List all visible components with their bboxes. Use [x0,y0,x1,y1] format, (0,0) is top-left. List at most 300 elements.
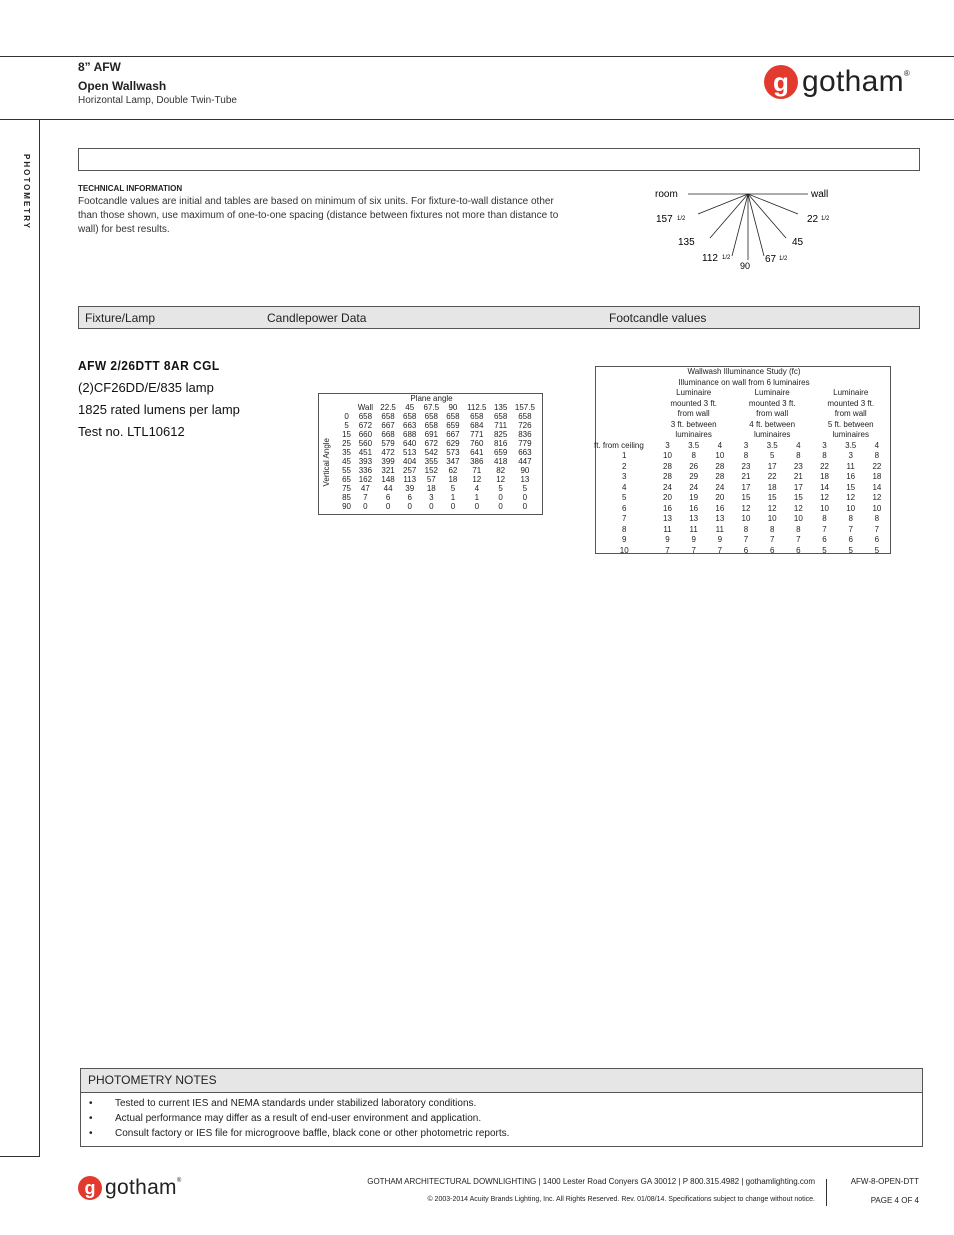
candela-cell: 5 [498,484,503,493]
footcandle-cell: 23 [793,461,803,471]
footcandle-cell: 10 [767,514,777,523]
footcandle-cell: 11 [715,524,724,534]
candela-cell: 47 [360,484,370,493]
group-header-line: mounted 3 ft. [827,398,875,408]
spacing-header: 3.5 [688,440,700,450]
candela-cell: 386 [470,457,484,466]
candela-cell: 148 [381,475,395,484]
candela-cell: 57 [426,475,436,484]
candlepower-header: Candlepower Data [267,311,367,325]
notes-title-bar [81,1069,922,1093]
table-row [594,493,890,504]
candela-cell: 659 [446,421,460,430]
list-item: • Actual performance may differ as a result of end-user environment and application. [81,1111,922,1126]
vertical-angle-cell: 75 [342,484,351,493]
group-header-line: luminaires [832,430,869,439]
candela-cell: 684 [470,421,484,430]
table-row [594,483,890,494]
angle-fan [698,194,798,260]
blank-header-box [78,148,920,171]
footcandle-cell: 28 [715,472,725,481]
side-column-rule [39,120,40,1157]
footcandle-cell: 5 [769,451,775,460]
candela-cell: 688 [403,430,417,439]
candela-cell: 0 [363,502,368,511]
candela-cell: 71 [472,466,482,475]
candela-cell: 82 [496,466,506,475]
footcandle-cell: 14 [872,482,882,492]
candela-cell: 404 [403,457,417,466]
table-row [594,546,890,557]
candela-cell: 0 [429,502,434,511]
candela-cell: 660 [358,430,373,439]
group-header-line: luminaires [675,430,712,439]
footcandle-cell: 22 [872,461,882,471]
candela-cell: 18 [426,484,436,493]
footcandle-cell: 8 [796,524,801,534]
candela-cell: 771 [470,430,484,439]
candela-cell: 658 [358,412,373,421]
candela-cell: 663 [518,448,532,457]
angle-45-label: 45 [792,237,804,248]
side-column-bottom [0,1156,40,1157]
ceiling-distance-cell: 10 [619,545,629,555]
candela-cell: 12 [472,475,482,484]
ceiling-distance-cell: 6 [621,503,627,513]
footcandle-cell: 17 [793,482,803,492]
plane-angle-header: 135 [493,403,508,412]
candela-cell: 667 [446,430,460,439]
header-logo [764,65,910,99]
notes-list [81,1096,922,1141]
vertical-angle-cell: 0 [344,412,349,421]
angle-22-half: 1/2 [821,216,830,222]
list-item: • Tested to current IES and NEMA standards under stabilized laboratory conditions. [81,1096,922,1111]
candela-cell: 257 [403,466,417,475]
candela-cell: 658 [424,412,438,421]
footcandle-cell: 22 [820,461,829,471]
candela-cell: 113 [403,475,417,484]
top-rule [0,56,954,57]
candela-cell: 659 [493,448,508,457]
group-header-line: mounted 3 ft. [670,398,718,408]
footcandle-cell: 7 [665,545,670,555]
footcandle-cell: 8 [848,514,853,523]
ceiling-distance-cell: 3 [621,472,627,481]
footer-copyright: © 2003-2014 Acuity Brands Lighting, Inc. All Rights Reserved. Rev. 01/08/14. Specifications subject to change without notice. [427,1196,815,1203]
candela-cell: 711 [494,421,508,430]
footcandle-cell: 3 [848,451,853,460]
candela-cell: 39 [405,484,415,493]
candela-cell: 336 [358,466,373,475]
candela-cell: 6 [407,493,412,502]
table-row [339,430,539,439]
candela-cell: 3 [429,493,434,502]
footcandle-cell: 7 [769,535,775,544]
candela-cell: 1 [474,493,480,502]
footcandle-cell: 16 [663,503,672,513]
footcandle-cell: 6 [848,535,853,544]
footcandle-cell: 26 [689,461,699,471]
footcandle-cell: 10 [663,451,672,460]
candela-cell: 418 [493,457,508,466]
footcandle-cell: 8 [822,451,827,460]
angle-22-label: 22 [807,214,819,225]
candela-cell: 0 [407,502,412,511]
candela-cell: 355 [424,457,438,466]
vertical-angle-cell: 15 [342,430,351,439]
footcandle-cell: 28 [715,461,725,471]
candela-cell: 836 [518,430,532,439]
angle-157-half: 1/2 [677,216,686,222]
spacing-header: 3 [743,440,749,450]
candela-cell: 641 [470,448,484,457]
spacing-header: 4 [874,440,880,450]
footcandle-cell: 12 [767,503,777,513]
candela-cell: 667 [381,421,395,430]
footcandle-cell: 8 [743,524,749,534]
footcandle-cell: 10 [872,503,882,513]
wallwash-table [594,388,890,556]
footcandle-cell: 24 [663,482,672,492]
candela-cell: 5 [450,484,456,493]
footer-page: PAGE 4 OF 4 [870,1196,919,1205]
angle-157-label: 157 [656,214,673,225]
wallwash-table-box [595,366,891,554]
footcandle-cell: 7 [743,535,749,544]
candela-cell: 447 [518,457,532,466]
candela-cell: 0 [522,493,528,502]
table-row [339,412,539,421]
table-row [594,504,890,515]
angle-90-label: 90 [740,261,751,271]
product-title: Open Wallwash [78,79,167,93]
footcandle-cell: 12 [820,493,829,502]
footcandle-cell: 6 [796,545,801,555]
candlepower-table [339,403,539,511]
footcandle-cell: 21 [741,472,751,481]
footcandle-cell: 11 [663,524,672,534]
side-label: PHOTOMETRY [22,154,31,231]
ceiling-distance-cell: 7 [621,514,627,523]
table-row [339,439,539,448]
footcandle-cell: 15 [767,493,777,502]
angle-67-half: 1/2 [779,256,788,262]
footcandle-cell: 6 [874,535,880,544]
footcandle-cell: 8 [874,451,880,460]
candela-cell: 1 [450,493,456,502]
candela-cell: 0 [498,502,503,511]
candela-cell: 0 [385,502,391,511]
candela-cell: 90 [520,466,530,475]
footcandle-cell: 23 [741,461,751,471]
table-row [594,462,890,473]
footcandle-cell: 12 [741,503,751,513]
product-name: AFW 2/26DTT 8AR CGL [78,358,220,373]
group-header-line: 3 ft. between [670,419,717,429]
footcandle-cell: 16 [715,503,725,513]
candela-cell: 658 [381,412,395,421]
candela-cell: 658 [403,412,417,421]
footcandle-cell: 12 [872,493,882,502]
table-row [339,466,539,475]
group-header-line: 5 ft. between [827,419,874,429]
ceiling-distance-cell: 2 [621,461,627,471]
candela-cell: 658 [424,421,438,430]
candela-cell: 640 [403,439,417,448]
candela-cell: 560 [358,439,373,448]
footcandle-cell: 7 [796,535,801,544]
candela-cell: 658 [446,412,460,421]
vertical-angle-cell: 85 [342,493,351,502]
footcandle-cell: 13 [689,514,699,523]
candela-cell: 18 [448,475,458,484]
spacing-header: 3 [665,440,670,450]
ceiling-distance-cell: 1 [621,451,627,460]
footcandle-cell: 10 [793,514,803,523]
plane-angle-header: 67.5 [423,403,440,412]
footer-logo-mark: ® [176,1178,182,1184]
table-row [339,475,539,484]
candela-cell: 0 [474,502,480,511]
footcandle-cell: 15 [846,482,856,492]
list-item: • Consult factory or IES file for microgroove baffle, black cone or other photometric reports. [81,1126,922,1141]
lamp-spec: (2)CF26DD/E/835 lamp [78,380,214,395]
ceiling-distance-cell: 9 [621,535,627,544]
candela-cell: 629 [446,439,460,448]
table-row [339,502,539,511]
candela-cell: 13 [520,475,530,484]
candela-cell: 691 [424,430,438,439]
footcandle-cell: 21 [793,472,803,481]
footcandle-cell: 7 [874,524,880,534]
group-header-line: Luminaire [754,388,790,397]
vertical-angle-label: Vertical Angle [322,438,331,487]
plane-angle-label: Plane angle [410,394,453,403]
candela-cell: 44 [383,484,393,493]
candela-cell: 12 [496,475,506,484]
footcandle-cell: 20 [715,493,725,502]
group-header-line: Luminaire [676,388,712,397]
candela-cell: 658 [470,412,484,421]
header-rule [0,119,954,120]
candela-cell: 152 [424,466,438,475]
group-header-line: mounted 3 ft. [748,398,796,408]
group-header-line: from wall [677,409,710,418]
footcandle-cell: 11 [689,524,698,534]
footcandle-cell: 9 [691,535,696,544]
candela-cell: 658 [518,412,532,421]
vertical-angle-cell: 65 [342,475,351,484]
technical-info [78,184,568,237]
footcandle-cell: 12 [846,493,856,502]
candlepower-table-box [318,393,543,515]
footcandle-cell: 5 [848,545,853,555]
candela-cell: 779 [518,439,532,448]
candela-cell: 472 [381,448,395,457]
lumens-spec: 1825 rated lumens per lamp [78,402,240,417]
candela-cell: 668 [381,430,395,439]
footcandle-cell: 29 [689,472,699,481]
group-header-line: Luminaire [833,388,869,397]
candela-cell: 451 [358,448,373,457]
logo-mark: ® [903,69,910,78]
plane-angle-header: 90 [448,403,458,412]
footer-logo-g-icon: g [78,1176,102,1200]
footcandle-cell: 8 [822,514,827,523]
spacing-header: 3.5 [845,440,857,450]
table-row [339,493,539,502]
angle-135-label: 135 [678,237,695,248]
table-row [594,472,890,483]
footcandle-cell: 10 [820,503,829,513]
footcandle-cell: 9 [717,535,723,544]
plane-angle-header: 45 [405,403,415,412]
candela-cell: 726 [518,421,532,430]
ceiling-distance-cell: 4 [621,482,627,492]
footcandle-cell: 18 [767,482,777,492]
spacing-header: 4 [717,440,723,450]
footcandle-cell: 8 [796,451,801,460]
footcandle-cell: 14 [820,482,829,492]
test-number: Test no. LTL10612 [78,424,185,439]
footcandle-cell: 8 [743,451,749,460]
vertical-angle-cell: 45 [342,457,351,466]
room-label: room [655,189,678,200]
candela-cell: 0 [450,502,456,511]
product-subtitle: Horizontal Lamp, Double Twin-Tube [78,95,237,106]
spacing-header: 3.5 [766,440,778,450]
wall-label: wall [811,189,829,200]
footcandle-cell: 24 [689,482,699,492]
candela-cell: 573 [446,448,460,457]
candela-cell: 542 [424,448,438,457]
technical-heading: TECHNICAL INFORMATION [78,184,183,193]
photometry-notes-box [80,1068,923,1147]
candela-cell: 347 [446,457,460,466]
group-header-line: from wall [834,409,867,418]
candela-cell: 579 [381,439,395,448]
notes-title: PHOTOMETRY NOTES [88,1073,217,1087]
logo-text: gotham [802,65,904,98]
footcandle-cell: 8 [874,514,880,523]
footcandle-cell: 17 [741,482,751,492]
footcandle-cell: 16 [689,503,699,513]
candela-cell: 672 [358,421,373,430]
footcandle-cell: 13 [715,514,725,523]
table-row [339,457,539,466]
logo-g-icon: g [764,65,798,99]
footcandle-cell: 7 [691,545,696,555]
footcandle-cell: 5 [822,545,827,555]
footcandle-cell: 13 [663,514,672,523]
footcandle-cell: 6 [822,535,827,544]
candela-cell: 513 [403,448,417,457]
table-row [594,535,890,546]
candela-cell: 62 [448,466,458,475]
plane-angle-header: 22.5 [380,403,396,412]
footcandle-cell: 7 [822,524,827,534]
ceiling-distance-cell: 8 [621,524,627,534]
plane-angle-header: 112.5 [467,403,487,412]
table-row [339,421,539,430]
footcandle-cell: 10 [846,503,856,513]
footcandle-cell: 15 [741,493,751,502]
footcandle-cell: 10 [741,514,751,523]
spacing-header: 3 [822,440,827,450]
group-header-line: 4 ft. between [749,419,796,429]
footcandle-cell: 17 [767,461,777,471]
footcandle-cell: 12 [793,503,803,513]
table-row [594,451,890,462]
table-row [339,448,539,457]
candela-cell: 672 [424,439,438,448]
candela-cell: 0 [522,502,528,511]
footcandle-cell: 9 [665,535,670,544]
footcandle-cell: 5 [874,545,880,555]
footcandle-cell: 15 [793,493,803,502]
footcandle-cell: 8 [691,451,696,460]
angle-112-half: 1/2 [722,255,731,261]
technical-text: Footcandle values are initial and tables are based on minimum of six units. For fixture-to-wall distance other than those shown, use maximum of one-to-one spacing (distance between fixtures not more than distance to wall) for best results. [78,196,559,235]
candela-cell: 816 [493,439,508,448]
candela-cell: 5 [522,484,528,493]
footcandle-cell: 16 [846,472,856,481]
candela-cell: 760 [470,439,484,448]
footcandle-cell: 6 [769,545,775,555]
group-header-line: luminaires [753,430,791,439]
candlepower-header-row [339,403,539,412]
spacing-header: 4 [796,440,801,450]
footcandle-cell: 6 [743,545,749,555]
candela-cell: 4 [474,484,480,493]
candela-cell: 393 [358,457,373,466]
footcandle-cell: 8 [769,524,775,534]
footcandle-cell: 10 [715,451,725,460]
candela-cell: 663 [403,421,417,430]
footcandle-cell: 11 [846,461,855,471]
footcandle-cell: 22 [767,472,777,481]
footcandle-cell: 28 [663,472,672,481]
angle-112-label: 112 [702,253,718,264]
footcandle-cell: 19 [689,493,699,502]
footer-logo [78,1176,181,1200]
candela-cell: 321 [381,466,395,475]
footcandle-cell: 24 [715,482,725,492]
wallwash-title: Wallwash Illuminance Study (fc) [687,367,801,376]
column-header-bar [78,306,920,329]
footcandle-cell: 7 [717,545,723,555]
header-block [78,60,237,106]
candela-cell: 7 [363,493,368,502]
angle-67-label: 67 [765,254,777,265]
model-title: 8” AFW [78,60,121,74]
vertical-angle-cell: 5 [344,421,349,430]
vertical-angle-cell: 55 [342,466,351,475]
footcandle-header: Footcandle values [609,311,707,325]
footer-divider [826,1179,827,1206]
table-row [594,514,890,525]
footcandle-cell: 18 [820,472,829,481]
angle-diagram [648,184,838,274]
wallwash-subtitle: Illuminance on wall from 6 luminaires [678,378,810,387]
footcandle-cell: 20 [663,493,672,502]
product-block [78,355,240,443]
group-header-line: from wall [756,409,789,418]
footer-logo-text: gotham [105,1176,177,1199]
candela-cell: 162 [358,475,373,484]
footcandle-cell: 18 [872,472,882,481]
